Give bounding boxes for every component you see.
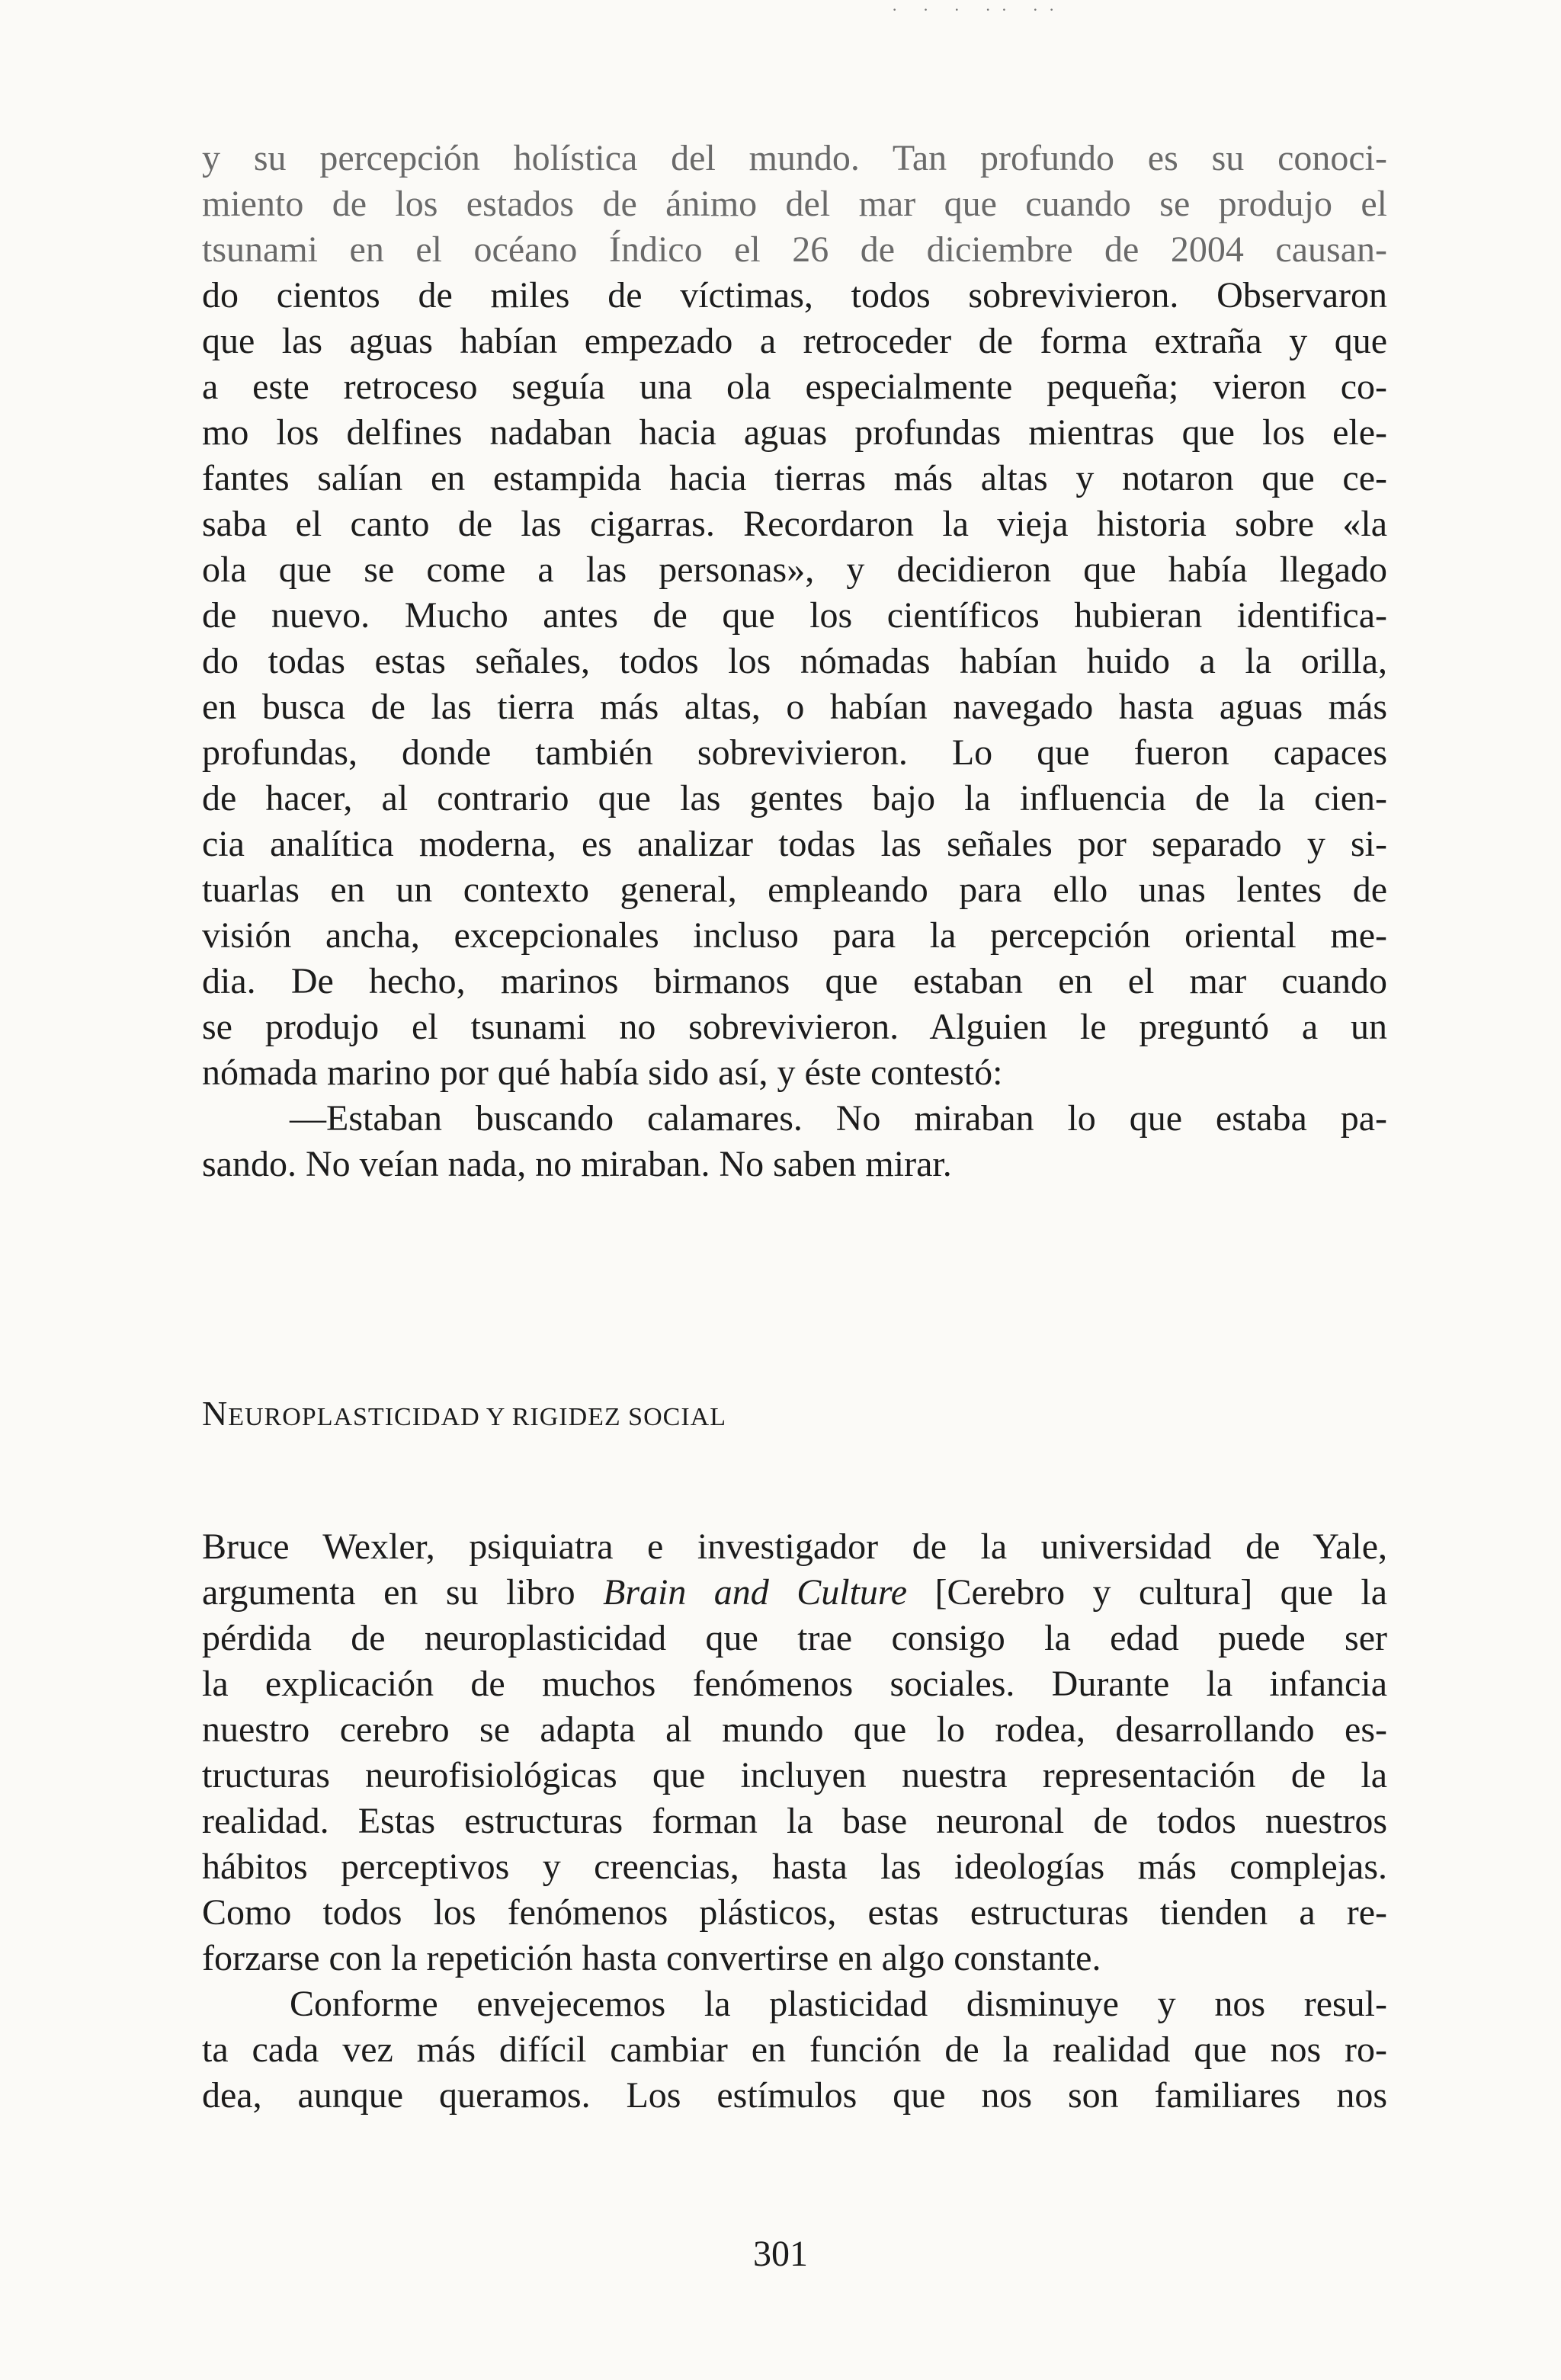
text-line: dia. De hecho, marinos birmanos que estaban en el mar cuando <box>202 961 1387 1001</box>
text-line: nómada marino por qué había sido así, y éste contestó: <box>202 1052 1003 1093</box>
text-line: Conforme envejecemos la plasticidad disminuye y nos resul- <box>290 1984 1387 2024</box>
text-line: de hacer, al contrario que las gentes bajo la influencia de la cien- <box>202 778 1387 818</box>
heading-initial: N <box>202 1394 229 1433</box>
text-line: forzarse con la repetición hasta convertirse en algo constante. <box>202 1938 1101 1978</box>
text-line: dea, aunque queramos. Los estímulos que nos son familiares nos <box>202 2075 1387 2116</box>
text-line: tuarlas en un contexto general, empleando para ello unas lentes de <box>202 870 1387 910</box>
text-line: que las aguas habían empezado a retroceder de forma extraña y que <box>202 321 1387 361</box>
text-line: a este retroceso seguía una ola especialmente pequeña; vieron co- <box>202 367 1387 407</box>
text-line: tsunami en el océano Índico el 26 de diciembre de 2004 causan- <box>202 229 1387 270</box>
text-line: la explicación de muchos fenómenos sociales. Durante la infancia <box>202 1664 1387 1704</box>
text-line: pérdida de neuroplasticidad que trae consigo la edad puede ser <box>202 1618 1387 1658</box>
text-line: Bruce Wexler, psiquiatra e investigador de la universidad de Yale, <box>202 1526 1387 1567</box>
text-line: visión ancha, excepcionales incluso para la percepción oriental me- <box>202 915 1387 956</box>
text-line: profundas, donde también sobrevivieron. Lo que fueron capaces <box>202 732 1387 773</box>
text-line: tructuras neurofisiológicas que incluyen nuestra representación de la <box>202 1755 1387 1795</box>
page-number: 301 <box>753 2234 808 2274</box>
text-line: mo los delfines nadaban hacia aguas profundas mientras que los ele- <box>202 412 1387 453</box>
text-line: hábitos perceptivos y creencias, hasta las ideologías más complejas. <box>202 1847 1387 1887</box>
text-line: nuestro cerebro se adapta al mundo que lo rodea, desarrollando es- <box>202 1709 1387 1750</box>
dialogue-line: —Estaban buscando calamares. No miraban lo que estaba pa- <box>290 1098 1387 1139</box>
text-line: cia analítica moderna, es analizar todas las señales por separado y si- <box>202 824 1387 864</box>
heading-text: EUROPLASTICIDAD Y <box>228 1403 512 1431</box>
text-line: ola que se come a las personas», y decidieron que había llegado <box>202 549 1387 590</box>
text-line <box>202 1570 1387 1616</box>
header-mark: · · · ·· ·· <box>892 0 1066 19</box>
heading-text: RIGIDEZ SOCIAL <box>511 1403 726 1431</box>
section-heading <box>202 1391 726 1440</box>
text-line: se produjo el tsunami no sobrevivieron. Alguien le preguntó a un <box>202 1007 1387 1047</box>
text-span: [Cerebro y cultura] que la <box>907 1572 1387 1613</box>
text-line: y su percepción holística del mundo. Tan profundo es su conoci- <box>202 138 1387 178</box>
text-line: saba el canto de las cigarras. Recordaron la vieja historia sobre «la <box>202 504 1387 544</box>
text-line: ta cada vez más difícil cambiar en función de la realidad que nos ro- <box>202 2029 1387 2070</box>
text-line: Como todos los fenómenos plásticos, estas estructuras tienden a re- <box>202 1892 1387 1933</box>
text-span: argumenta en su libro <box>202 1572 604 1613</box>
text-line: en busca de las tierra más altas, o habían navegado hasta aguas más <box>202 687 1387 727</box>
text-line: miento de los estados de ánimo del mar que cuando se produjo el <box>202 184 1387 224</box>
text-line: do cientos de miles de víctimas, todos sobrevivieron. Observaron <box>202 275 1387 316</box>
text-line: realidad. Estas estructuras forman la base neuronal de todos nuestros <box>202 1801 1387 1841</box>
dialogue-line: sando. No veían nada, no miraban. No saben mirar. <box>202 1144 952 1184</box>
text-line: do todas estas señales, todos los nómadas habían huido a la orilla, <box>202 641 1387 681</box>
text-line: de nuevo. Mucho antes de que los científicos hubieran identifica- <box>202 595 1387 636</box>
book-title: Brain and Culture <box>603 1572 908 1613</box>
text-line: fantes salían en estampida hacia tierras más altas y notaron que ce- <box>202 458 1387 498</box>
